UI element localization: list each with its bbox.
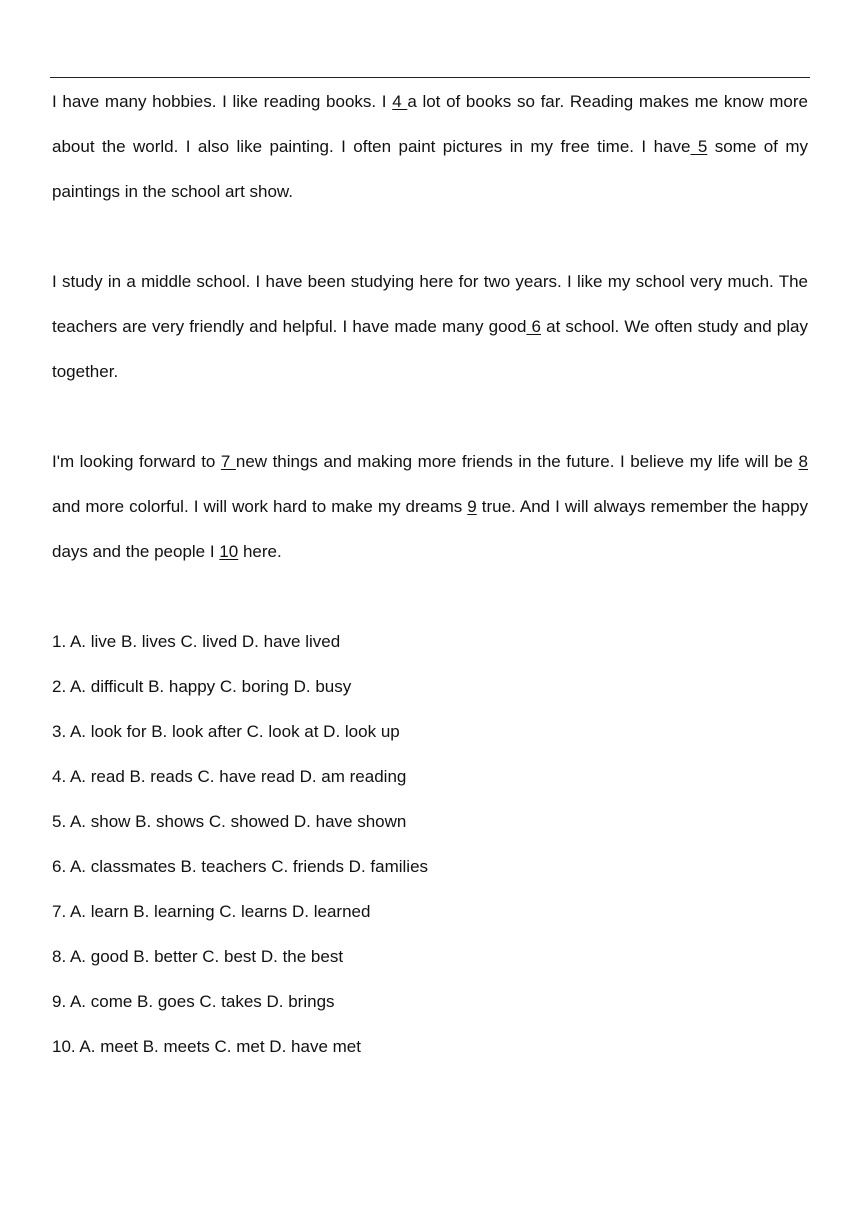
option-line-1: 1. A. live B. lives C. lived D. have lived (52, 632, 341, 651)
blank-5: 5 (690, 137, 708, 156)
option-line-2: 2. A. difficult B. happy C. boring D. busy (52, 677, 352, 696)
paragraph-future (52, 439, 808, 574)
blank-4: 4 (392, 92, 408, 111)
text-segment: here. (238, 542, 282, 561)
option-line-6: 6. A. classmates B. teachers C. friends D. families (52, 857, 429, 876)
option-line-10: 10. A. meet B. meets C. met D. have met (52, 1037, 361, 1056)
text-segment: I'm looking forward to (52, 452, 221, 471)
text-segment: I study in a middle school. I have been studying here for two years. I like my school very much. The teachers are very friendly and helpful. I have made many good (52, 272, 808, 336)
blank-10: 10 (219, 542, 239, 561)
text-segment: a lot of books so far. Reading makes me know more about the world. I also like painting. I often paint pictures in my free time. I have (52, 92, 808, 156)
document-body (52, 79, 808, 1069)
paragraph-school (52, 259, 808, 394)
option-line-5: 5. A. show B. shows C. showed D. have shown (52, 812, 407, 831)
answer-options (52, 619, 808, 1069)
option-line-3: 3. A. look for B. look after C. look at D. look up (52, 722, 400, 741)
option-line-8: 8. A. good B. better C. best D. the best (52, 947, 344, 966)
option-line-9: 9. A. come B. goes C. takes D. brings (52, 992, 335, 1011)
text-segment: I have many hobbies. I like reading books. I (52, 92, 393, 111)
text-segment: some of my paintings in the school art show. (52, 137, 808, 201)
option-line-7: 7. A. learn B. learning C. learns D. learned (52, 902, 371, 921)
blank-7: 7 (220, 452, 236, 471)
option-line-4: 4. A. read B. reads C. have read D. am reading (52, 767, 407, 786)
text-segment: new things and making more friends in the future. I believe my life will be (235, 452, 799, 471)
blank-8: 8 (798, 452, 808, 471)
blank-9: 9 (467, 497, 477, 516)
text-segment: true. And I will always remember the happy days and the people I (52, 497, 808, 561)
header-rule (50, 77, 810, 78)
blank-6: 6 (526, 317, 542, 336)
text-segment: at school. We often study and play together. (52, 317, 808, 381)
paragraph-hobbies (52, 79, 808, 214)
text-segment: and more colorful. I will work hard to make my dreams (52, 497, 468, 516)
